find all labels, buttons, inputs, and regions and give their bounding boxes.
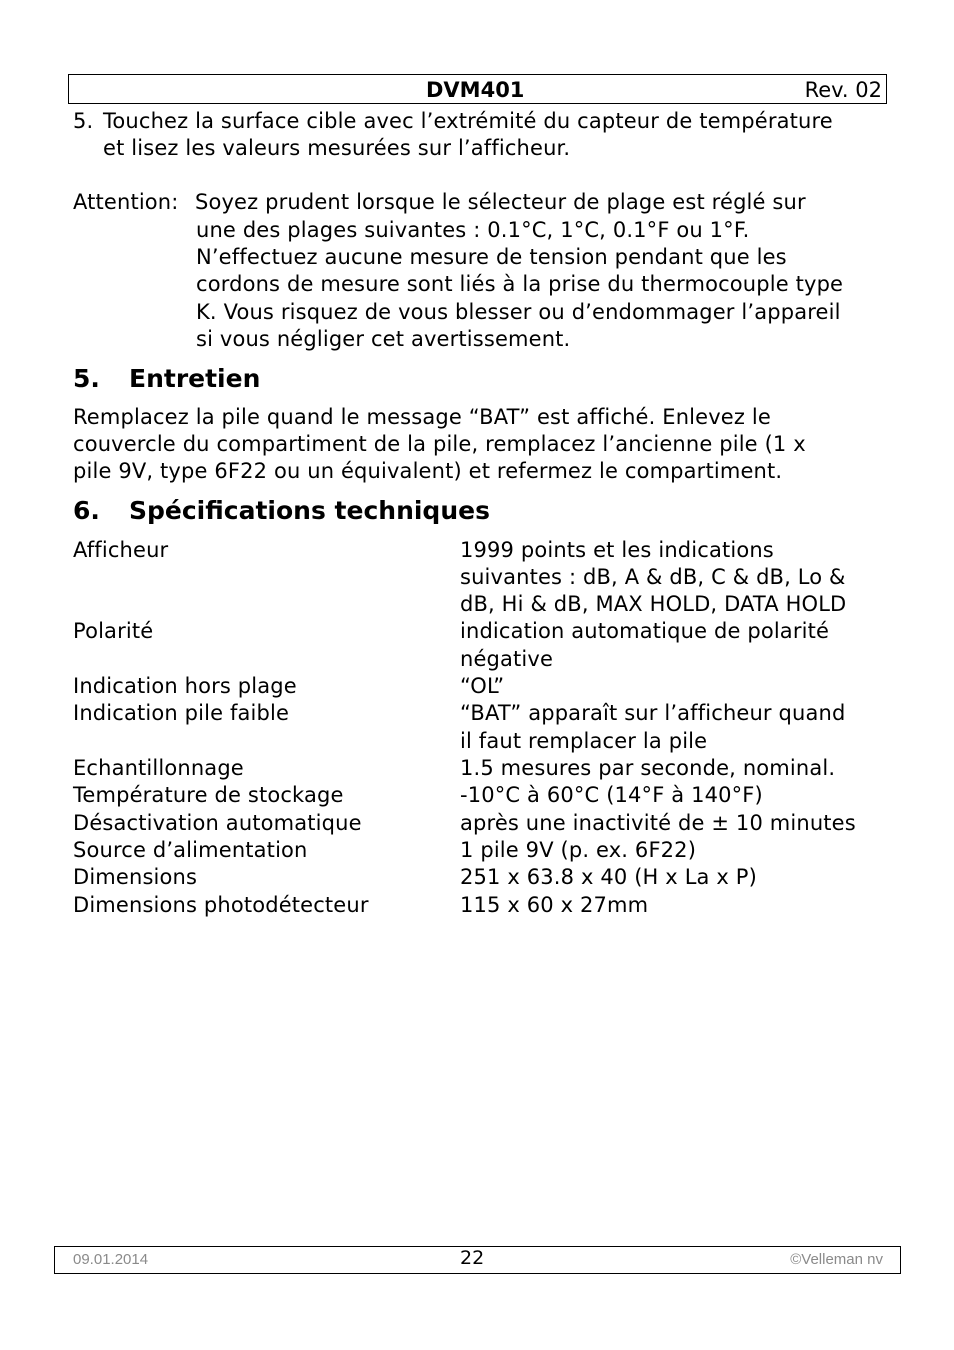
attention-line: une des plages suivantes : 0.1°C, 1°C, 0.1°F ou 1°F. (196, 218, 750, 242)
paragraph-line: pile 9V, type 6F22 ou un équivalent) et refermez le compartiment. (73, 459, 783, 483)
attention-line: si vous négliger cet avertissement. (196, 327, 571, 351)
spec-value: suivantes : dB, A & dB, C & dB, Lo & (460, 565, 846, 589)
spec-label: Dimensions (73, 865, 198, 889)
spec-value: 251 x 63.8 x 40 (H x La x P) (460, 865, 757, 889)
spec-label: Echantillonnage (73, 756, 244, 780)
spec-value: 1999 points et les indications (460, 538, 774, 562)
paragraph-line: couvercle du compartiment de la pile, remplacez l’ancienne pile (1 x (73, 432, 806, 456)
spec-value: il faut remplacer la pile (460, 729, 708, 753)
spec-value: 1 pile 9V (p. ex. 6F22) (460, 838, 697, 862)
spec-value: “OL” (460, 674, 505, 698)
spec-label: Indication hors plage (73, 674, 297, 698)
spec-value: 1.5 mesures par seconde, nominal. (460, 756, 836, 780)
spec-label: Désactivation automatique (73, 811, 362, 835)
attention-line: cordons de mesure sont liés à la prise du thermocouple type (196, 272, 844, 296)
spec-value: “BAT” apparaît sur l’afficheur quand (460, 701, 846, 725)
spec-value: après une inactivité de ± 10 minutes (460, 811, 856, 835)
paragraph-line: Remplacez la pile quand le message “BAT” est affiché. Enlevez le (73, 405, 771, 429)
footer-date: 09.01.2014 (73, 1251, 149, 1268)
attention-line: N’effectuez aucune mesure de tension pendant que les (196, 245, 787, 269)
page-number: 22 (460, 1247, 485, 1269)
spec-value: -10°C à 60°C (14°F à 140°F) (460, 783, 763, 807)
spec-label: Polarité (73, 619, 154, 643)
section-number: 5. (73, 364, 100, 393)
section-heading-entretien (73, 364, 260, 394)
step-number: 5. (73, 109, 94, 133)
attention-line: K. Vous risquez de vous blesser ou d’endommager l’appareil (196, 300, 841, 324)
attention-label: Attention: (73, 190, 179, 214)
spec-label: Température de stockage (73, 783, 344, 807)
section-heading-specifications (73, 496, 490, 526)
spec-value: dB, Hi & dB, MAX HOLD, DATA HOLD (460, 592, 847, 616)
spec-label: Source d’alimentation (73, 838, 308, 862)
section-number: 6. (73, 496, 100, 525)
footer-copyright: ©Velleman nv (790, 1251, 883, 1268)
attention-line: Soyez prudent lorsque le sélecteur de plage est réglé sur (195, 190, 806, 214)
step-line: Touchez la surface cible avec l’extrémité du capteur de température (103, 109, 833, 133)
section-title: Entretien (129, 364, 261, 393)
spec-label: Indication pile faible (73, 701, 290, 725)
spec-value: négative (460, 647, 554, 671)
spec-value: indication automatique de polarité (460, 619, 830, 643)
step-line: et lisez les valeurs mesurées sur l’afficheur. (103, 136, 571, 160)
spec-label: Afficheur (73, 538, 169, 562)
document-title: DVM401 (426, 78, 525, 102)
section-title: Spécifications techniques (129, 496, 490, 525)
spec-label: Dimensions photodétecteur (73, 893, 369, 917)
revision-label: Rev. 02 (804, 78, 882, 102)
spec-value: 115 x 60 x 27mm (460, 893, 649, 917)
